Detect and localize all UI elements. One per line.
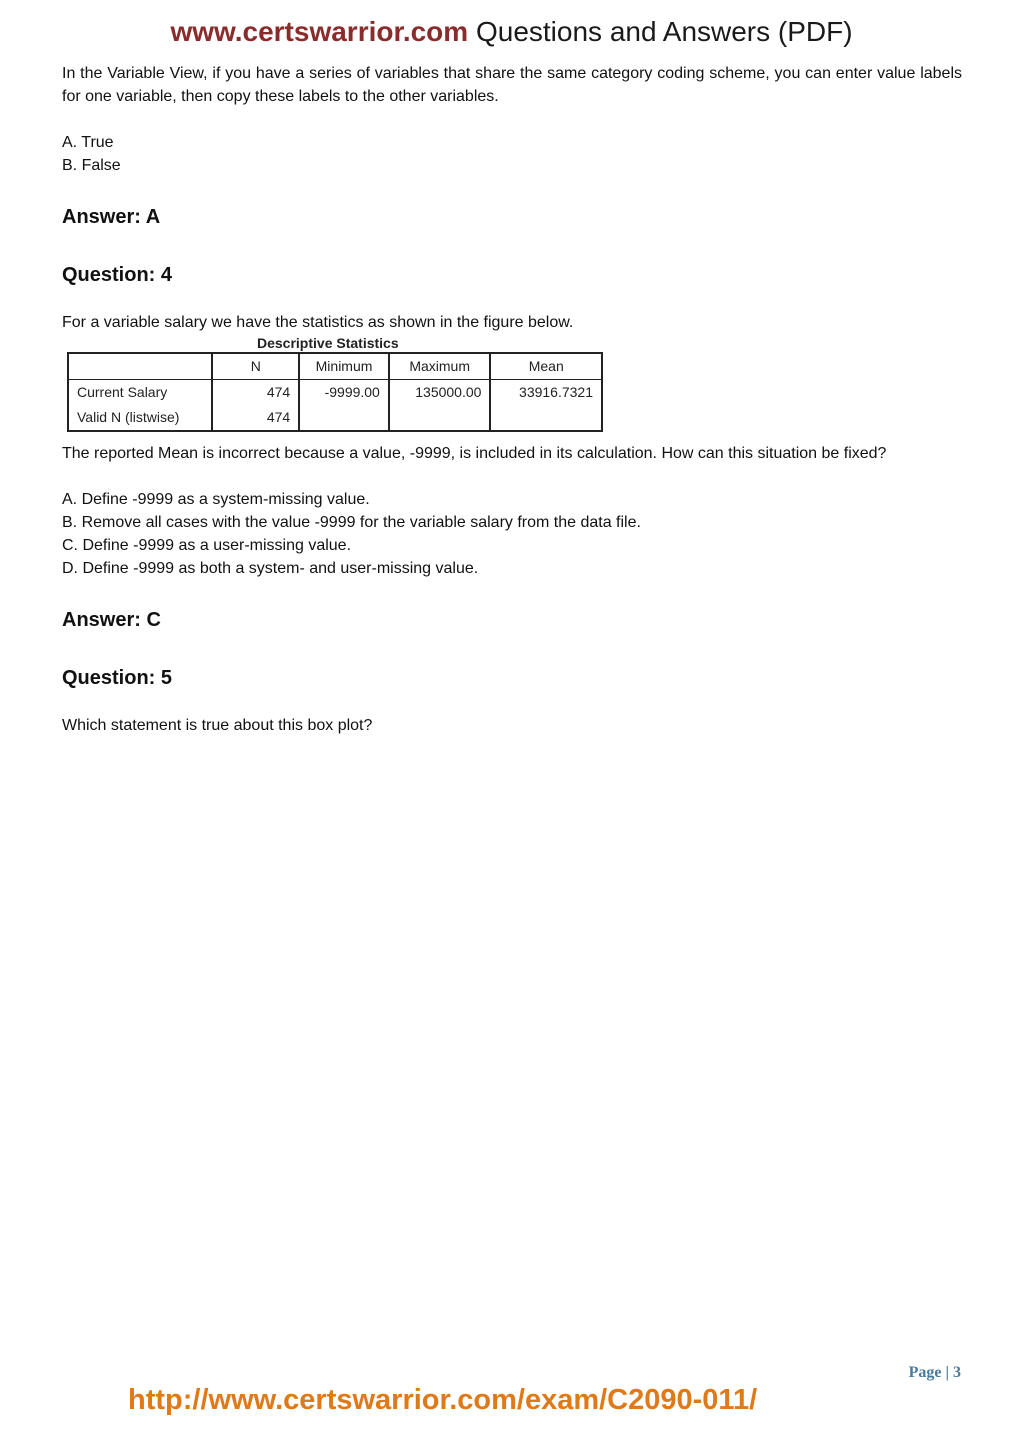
question-3-option-b: B. False (62, 157, 121, 174)
page-number: Page | 3 (908, 1364, 961, 1381)
header-title: Questions and Answers (PDF) (468, 16, 853, 47)
figure-title: Descriptive Statistics (257, 335, 399, 351)
question-4-answer: Answer: C (62, 609, 161, 631)
question-3-text: In the Variable View, if you have a series of variables that share the same category coding scheme, you can enter value labels for one variable, then copy these labels to the other variables. (62, 65, 962, 105)
question-4-option-a: A. Define -9999 as a system-missing value. (62, 491, 370, 508)
question-4-heading: Question: 4 (62, 264, 173, 286)
document-body (62, 62, 962, 737)
question-4-option-d: D. Define -9999 as both a system- and user-missing value. (62, 560, 479, 577)
question-5-heading: Question: 5 (62, 667, 173, 689)
table-header-cell: N (212, 353, 299, 380)
table-header-row (68, 353, 602, 380)
footer-exam-link[interactable]: http://www.certswarrior.com/exam/C2090-011/ (128, 1384, 758, 1416)
table-cell (389, 405, 491, 431)
question-4-text: For a variable salary we have the statistics as shown in the figure below. (62, 314, 574, 331)
page-header (0, 14, 1023, 50)
table-header-cell: Maximum (389, 353, 491, 380)
header-site-name[interactable]: www.certswarrior.com (170, 16, 469, 47)
table-row (68, 380, 602, 406)
table-cell: 135000.00 (389, 380, 491, 406)
table-cell: -9999.00 (299, 380, 389, 406)
question-4-option-c: C. Define -9999 as a user-missing value. (62, 537, 352, 554)
table-header-cell: Mean (490, 353, 602, 380)
question-4-followup-text: The reported Mean is incorrect because a value, -9999, is included in its calculation. How can this situation be fixed? (62, 445, 887, 462)
question-3-options (62, 131, 962, 177)
table-cell: 474 (212, 405, 299, 431)
table-row (68, 405, 602, 431)
question-4-option-b: B. Remove all cases with the value -9999 for the variable salary from the data file. (62, 514, 641, 531)
table-cell: 33916.7321 (490, 380, 602, 406)
table-cell (299, 405, 389, 431)
table-cell: Valid N (listwise) (77, 409, 180, 425)
question-4-options (62, 488, 962, 580)
table-cell (490, 405, 602, 431)
question-3-option-a: A. True (62, 134, 114, 151)
question-5-text: Which statement is true about this box plot? (62, 717, 373, 734)
table-cell: 474 (212, 380, 299, 406)
descriptive-statistics-table (67, 352, 603, 432)
table-cell: Current Salary (77, 384, 168, 400)
question-3-answer: Answer: A (62, 206, 161, 228)
table-header-cell (68, 353, 212, 380)
descriptive-statistics-figure (67, 332, 607, 442)
table-header-cell: Minimum (299, 353, 389, 380)
